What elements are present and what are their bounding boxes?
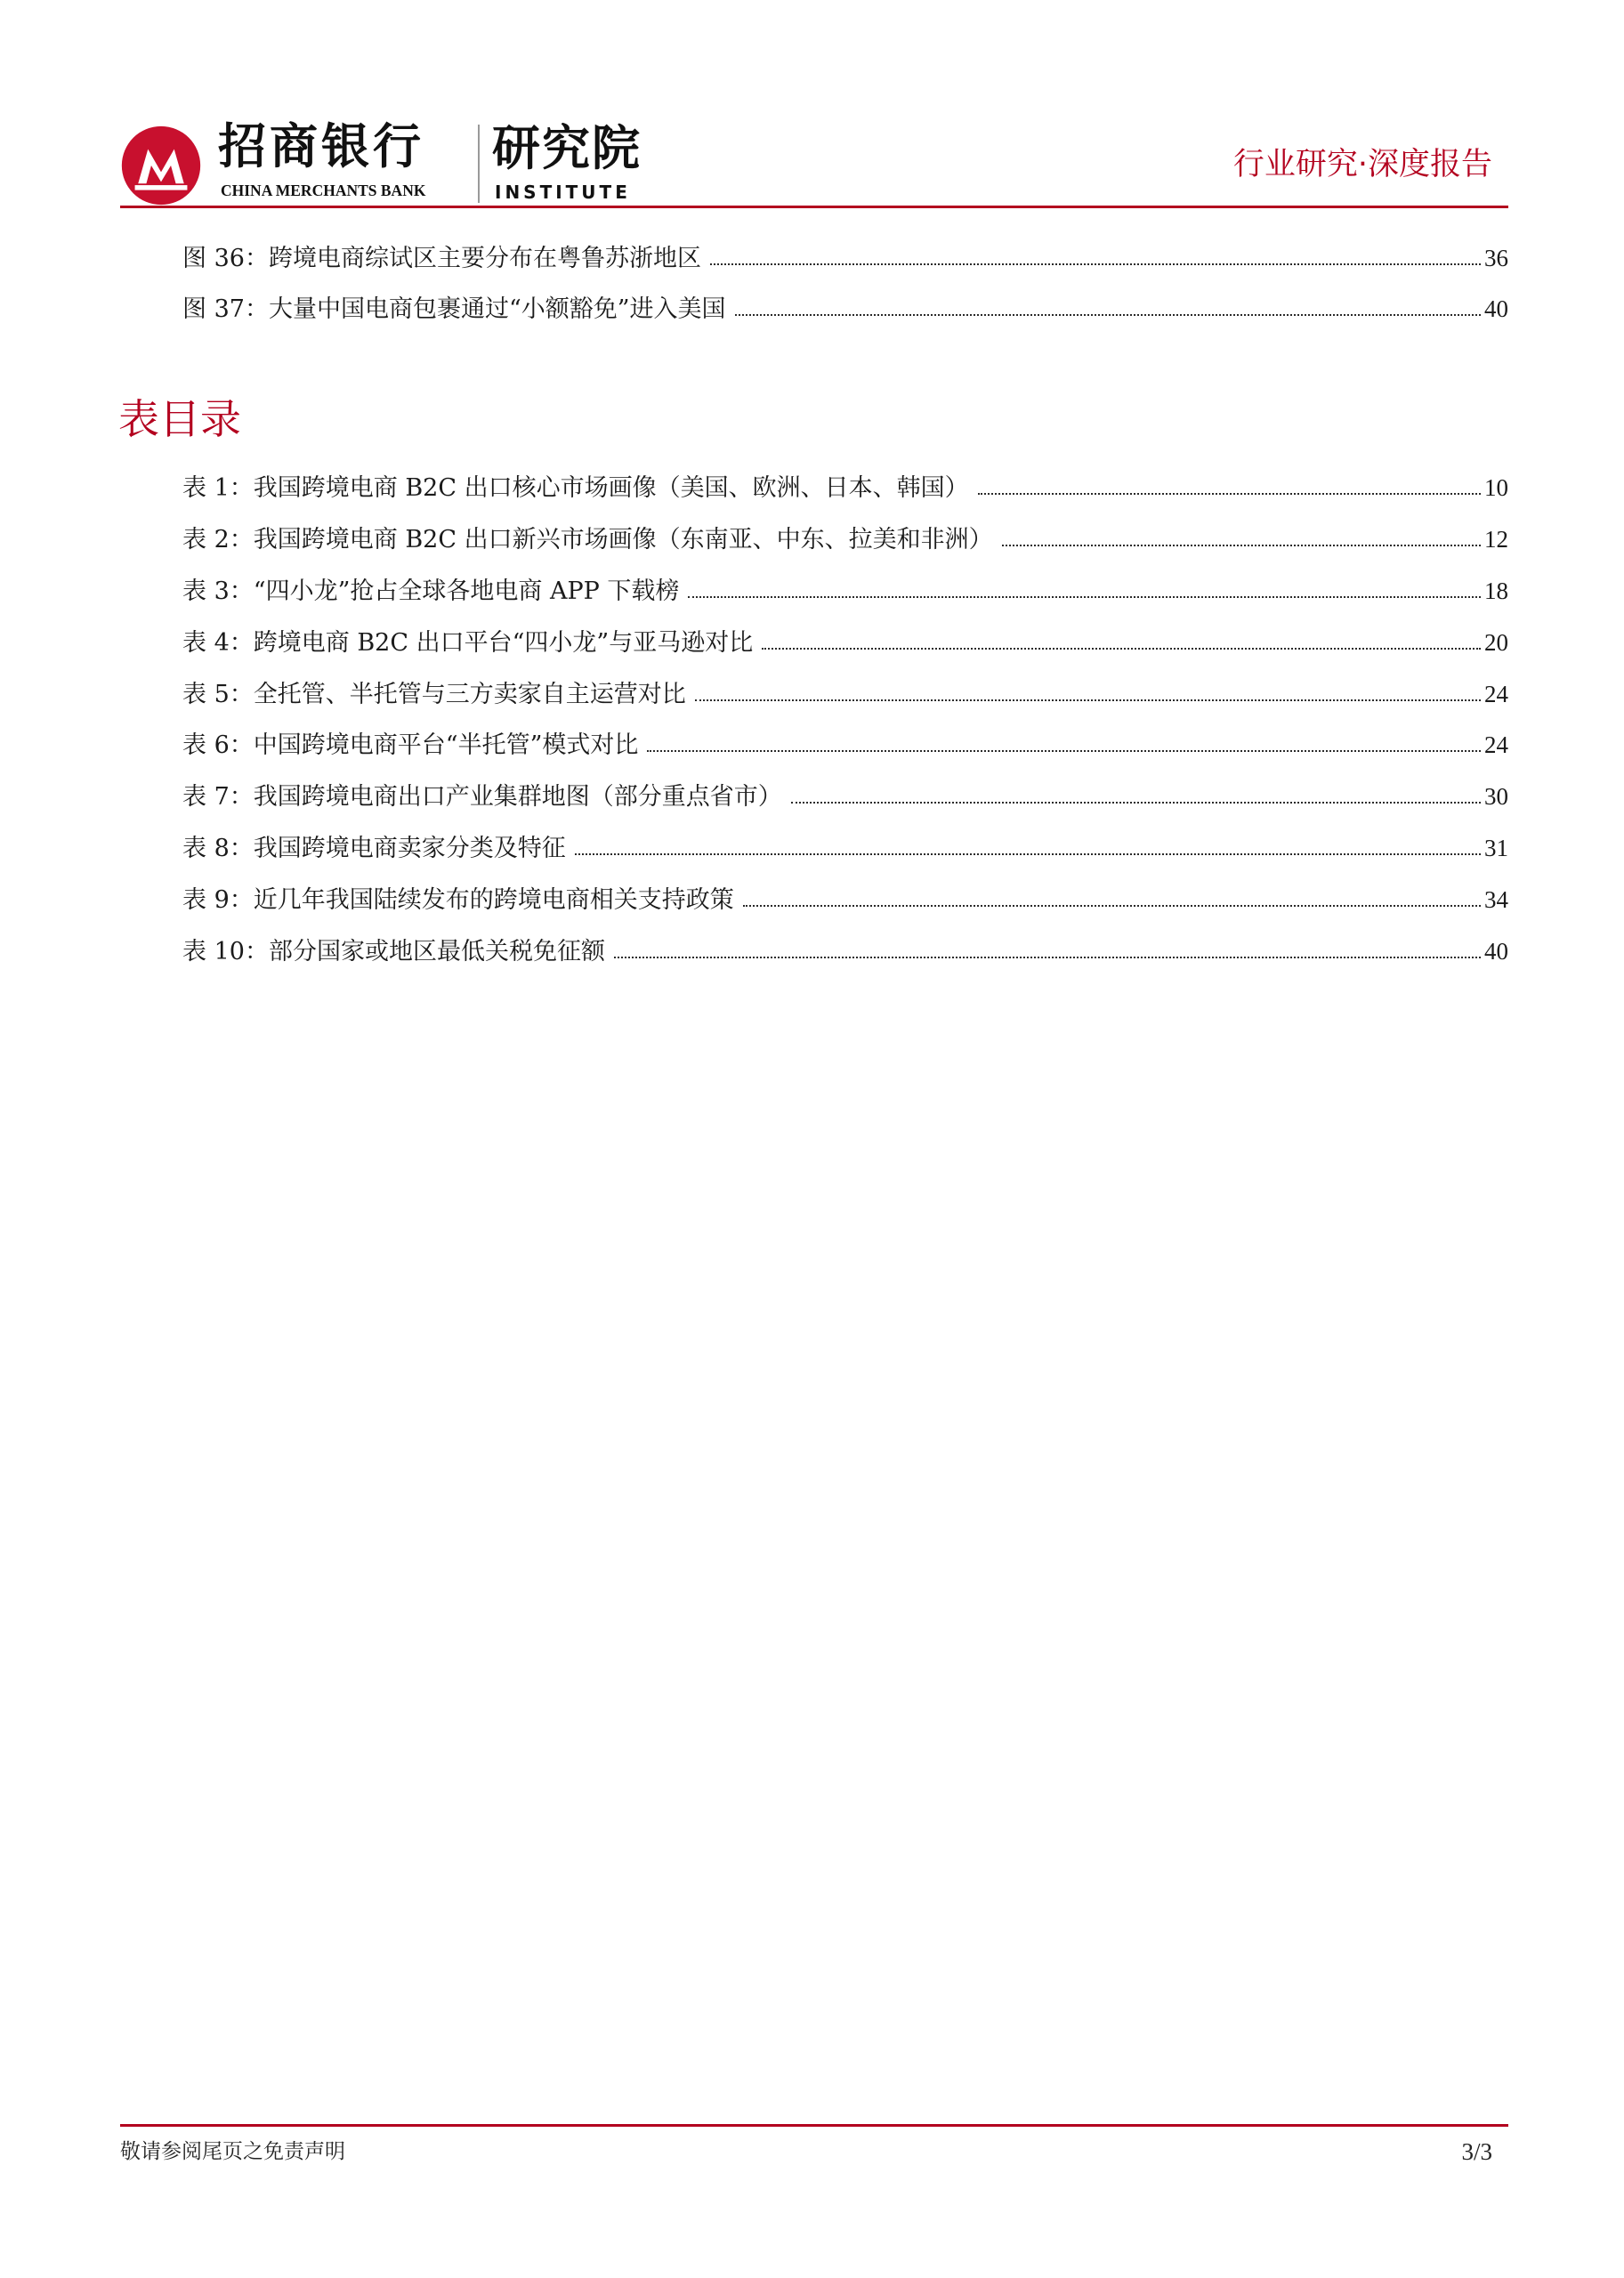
toc-dot-leader (978, 493, 1481, 495)
toc-table-entry[interactable] (182, 773, 1508, 809)
toc-entry-label: 表 10：部分国家或地区最低关税免征额 (182, 938, 605, 965)
toc-figure-entry[interactable] (182, 235, 1508, 271)
toc-entry-label: 表 8：我国跨境电商卖家分类及特征 (182, 835, 566, 862)
institute-name-cn: 研究院 (492, 120, 642, 176)
toc-entry-page: 20 (1484, 629, 1508, 656)
toc-dot-leader (762, 648, 1481, 650)
toc-entry-label: 表 6：中国跨境电商平台“半托管”模式对比 (182, 731, 639, 759)
toc-dot-leader (743, 905, 1481, 907)
toc-dot-leader (1002, 545, 1481, 546)
toc-table-entry[interactable] (182, 876, 1508, 912)
toc-entry-label: 表 2：我国跨境电商 B2C 出口新兴市场画像（东南亚、中东、拉美和非洲） (182, 526, 993, 553)
china-merchants-bank-logo-icon (120, 125, 202, 206)
toc-dot-leader (695, 699, 1481, 701)
toc-entry-page: 24 (1484, 681, 1508, 707)
toc-table-entry[interactable] (182, 464, 1508, 500)
toc-dot-leader (575, 853, 1481, 855)
toc-entry-label: 表 9：近几年我国陆续发布的跨境电商相关支持政策 (182, 886, 734, 914)
header-divider (478, 125, 480, 203)
toc-entry-page: 24 (1484, 731, 1508, 758)
page-number: 3/3 (1461, 2138, 1492, 2165)
toc-entry-page: 40 (1484, 295, 1508, 322)
toc-table-entry[interactable] (182, 825, 1508, 860)
toc-dot-leader (791, 802, 1481, 804)
toc-dot-leader (614, 957, 1481, 958)
header-rule (120, 206, 1508, 208)
institute-name-en: INSTITUTE (495, 182, 631, 203)
toc-table-entry[interactable] (182, 619, 1508, 655)
footer-disclaimer: 敬请参阅尾页之免责声明 (120, 2140, 345, 2163)
report-type-label: 行业研究·深度报告 (1232, 147, 1492, 182)
toc-table-entry[interactable] (182, 671, 1508, 707)
toc-entry-label: 表 7：我国跨境电商出口产业集群地图（部分重点省市） (182, 783, 782, 811)
toc-entry-page: 34 (1484, 886, 1508, 913)
toc-entry-page: 10 (1484, 474, 1508, 501)
toc-entry-page: 18 (1484, 578, 1508, 604)
toc-entry-page: 30 (1484, 783, 1508, 810)
toc-dot-leader (647, 750, 1481, 752)
page-header (0, 0, 1624, 214)
brand-name-en: CHINA MERCHANTS BANK (221, 182, 426, 199)
toc-entry-label: 表 5：全托管、半托管与三方卖家自主运营对比 (182, 681, 686, 708)
toc-table-entry[interactable] (182, 516, 1508, 552)
toc-entry-label: 图 36：跨境电商综试区主要分布在粤鲁苏浙地区 (182, 245, 701, 272)
footer-rule (120, 2124, 1508, 2127)
toc-dot-leader (688, 596, 1481, 598)
toc-entry-page: 40 (1484, 938, 1508, 965)
toc-entry-label: 表 3：“四小龙”抢占全球各地电商 APP 下载榜 (182, 578, 680, 605)
toc-entry-page: 36 (1484, 245, 1508, 271)
toc-table-entry[interactable] (182, 722, 1508, 757)
brand-name-cn: 招商银行 (218, 118, 424, 174)
toc-dot-leader (735, 314, 1481, 316)
tables-section-heading: 表目录 (118, 395, 241, 443)
toc-dot-leader (710, 263, 1481, 265)
toc-figure-entry[interactable] (182, 286, 1508, 321)
toc-table-entry[interactable] (182, 568, 1508, 603)
toc-entry-label: 表 4：跨境电商 B2C 出口平台“四小龙”与亚马逊对比 (182, 629, 754, 657)
toc-table-entry[interactable] (182, 928, 1508, 964)
toc-entry-page: 31 (1484, 835, 1508, 861)
toc-entry-page: 12 (1484, 526, 1508, 553)
toc-entry-label: 图 37：大量中国电商包裹通过“小额豁免”进入美国 (182, 295, 726, 323)
toc-entry-label: 表 1：我国跨境电商 B2C 出口核心市场画像（美国、欧洲、日本、韩国） (182, 474, 969, 502)
